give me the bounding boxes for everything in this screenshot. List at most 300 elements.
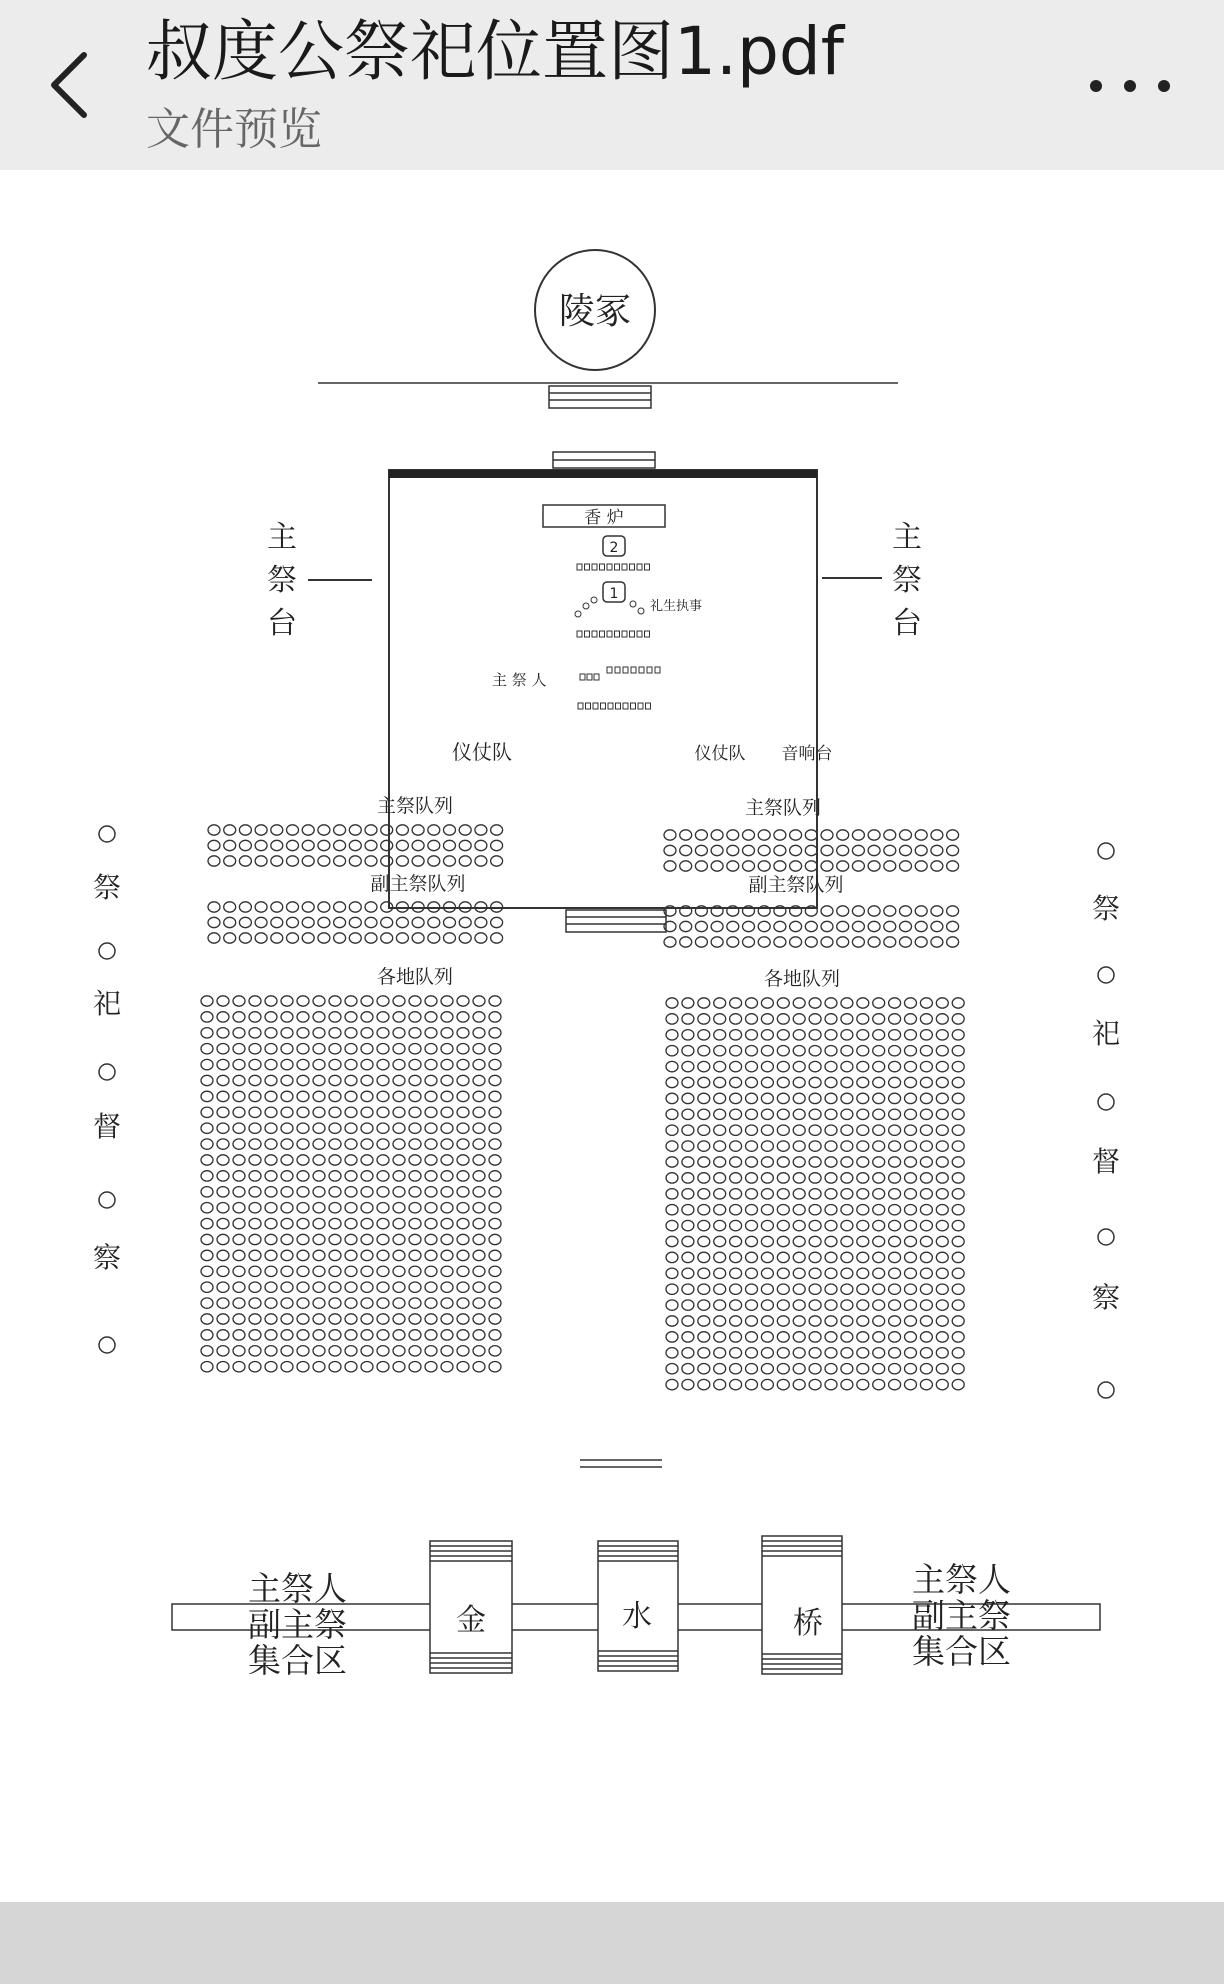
queue-seat: [682, 1157, 694, 1167]
queue-seat: [805, 937, 817, 947]
queue-seat: [793, 1252, 805, 1262]
left-deputy-queue-label: 副主祭队列: [370, 873, 466, 895]
queue-seat: [837, 937, 849, 947]
queue-seat: [313, 1218, 325, 1228]
queue-seat: [377, 1075, 389, 1085]
queue-seat: [457, 1091, 469, 1101]
queue-seat: [761, 1364, 773, 1374]
queue-seat: [334, 917, 346, 927]
queue-seat: [473, 1107, 485, 1117]
queue-seat: [947, 845, 959, 855]
right-regional-queue-label: 各地队列: [763, 968, 841, 990]
queue-seat: [329, 1139, 341, 1149]
queue-seat: [425, 1075, 437, 1085]
queue-seat: [852, 845, 864, 855]
queue-seat: [393, 1362, 405, 1372]
queue-seat: [334, 902, 346, 912]
queue-seat: [680, 845, 692, 855]
queue-seat: [329, 1282, 341, 1292]
queue-seat: [936, 1189, 948, 1199]
queue-seat: [457, 1298, 469, 1308]
queue-seat: [714, 1125, 726, 1135]
queue-seat: [201, 1091, 213, 1101]
queue-seat: [920, 1332, 932, 1342]
ritual-officer-seat: [591, 597, 597, 603]
queue-seat: [329, 1346, 341, 1356]
assembly-area-left: [248, 1569, 347, 1680]
queue-seat: [666, 1268, 678, 1278]
queue-seat: [208, 840, 220, 850]
queue-seat: [682, 1236, 694, 1246]
queue-seat: [777, 1014, 789, 1024]
queue-seat: [952, 1300, 964, 1310]
queue-seat: [777, 1093, 789, 1103]
queue-seat: [217, 1282, 229, 1292]
queue-seat: [457, 1012, 469, 1022]
queue-seat: [809, 1141, 821, 1151]
queue-seat: [345, 1298, 357, 1308]
queue-seat: [936, 1205, 948, 1215]
queue-seat: [857, 1300, 869, 1310]
queue-seat: [255, 917, 267, 927]
queue-seat: [821, 906, 833, 916]
queue-seat: [249, 1044, 261, 1054]
honor-guard-left-label: 仪仗队: [452, 740, 512, 764]
altar-left-char-3: 台: [267, 606, 297, 641]
queue-seat: [873, 1220, 885, 1230]
queue-seat: [459, 917, 471, 927]
altar-seat: [615, 564, 620, 570]
queue-seat: [297, 1123, 309, 1133]
queue-seat: [952, 1030, 964, 1040]
queue-seat: [889, 1141, 901, 1151]
queue-seat: [329, 1218, 341, 1228]
top-bar: [0, 0, 1224, 170]
queue-seat: [345, 1282, 357, 1292]
queue-seat: [265, 996, 277, 1006]
queue-seat: [682, 1030, 694, 1040]
queue-seat: [249, 1266, 261, 1276]
queue-seat: [281, 1187, 293, 1197]
queue-seat: [208, 856, 220, 866]
queue-seat: [297, 1234, 309, 1244]
queue-seat: [217, 1091, 229, 1101]
queue-seat: [743, 845, 755, 855]
queue-seat: [441, 1346, 453, 1356]
queue-seat: [698, 1061, 710, 1071]
queue-seat: [857, 1284, 869, 1294]
queue-seat: [473, 1123, 485, 1133]
queue-seat: [698, 1300, 710, 1310]
queue-seat: [233, 1346, 245, 1356]
queue-seat: [249, 1298, 261, 1308]
queue-seat: [409, 1266, 421, 1276]
queue-seat: [682, 1014, 694, 1024]
queue-seat: [936, 1014, 948, 1024]
sacrifice-layout-diagram: [0, 170, 1224, 1902]
queue-seat: [915, 937, 927, 947]
queue-seat: [217, 1266, 229, 1276]
queue-seat: [217, 1218, 229, 1228]
queue-seat: [239, 840, 251, 850]
altar-seat: [622, 564, 627, 570]
queue-seat: [680, 937, 692, 947]
queue-seat: [361, 1059, 373, 1069]
queue-seat: [841, 1109, 853, 1119]
queue-seat: [201, 1044, 213, 1054]
queue-seat: [441, 1107, 453, 1117]
queue-seat: [475, 917, 487, 927]
queue-seat: [695, 937, 707, 947]
queue-seat: [920, 1109, 932, 1119]
queue-seat: [666, 998, 678, 1008]
queue-seat: [947, 921, 959, 931]
queue-seat: [915, 906, 927, 916]
queue-seat: [201, 1075, 213, 1085]
queue-seat: [377, 1266, 389, 1276]
queue-seat: [920, 1379, 932, 1389]
queue-seat: [952, 1109, 964, 1119]
queue-seat: [249, 1139, 261, 1149]
altar-seat: [622, 631, 627, 637]
queue-seat: [329, 1107, 341, 1117]
queue-seat: [297, 996, 309, 1006]
queue-seat: [873, 1173, 885, 1183]
queue-seat: [302, 917, 314, 927]
queue-seat: [777, 1157, 789, 1167]
queue-seat: [428, 840, 440, 850]
queue-seat: [489, 1187, 501, 1197]
queue-seat: [233, 1203, 245, 1213]
queue-seat: [441, 1362, 453, 1372]
queue-seat: [727, 830, 739, 840]
queue-seat: [873, 1093, 885, 1103]
queue-seat: [349, 856, 361, 866]
queue-seat: [377, 1250, 389, 1260]
queue-seat: [201, 1107, 213, 1117]
queue-seat: [233, 1012, 245, 1022]
queue-seat: [393, 1218, 405, 1228]
queue-seat: [255, 840, 267, 850]
queue-seat: [201, 1298, 213, 1308]
queue-seat: [746, 1141, 758, 1151]
queue-seat: [393, 1187, 405, 1197]
queue-seat: [208, 917, 220, 927]
queue-seat: [441, 1266, 453, 1276]
queue-seat: [441, 1123, 453, 1133]
queue-seat: [329, 1250, 341, 1260]
queue-seat: [777, 1173, 789, 1183]
queue-seat: [825, 1046, 837, 1056]
altar-seat: [655, 667, 660, 673]
queue-seat: [412, 856, 424, 866]
queue-seat: [281, 1218, 293, 1228]
queue-seat: [287, 825, 299, 835]
queue-seat: [905, 1077, 917, 1087]
queue-seat: [345, 1250, 357, 1260]
queue-seat: [746, 1189, 758, 1199]
queue-seat: [425, 1330, 437, 1340]
queue-seat: [473, 1250, 485, 1260]
queue-seat: [825, 1173, 837, 1183]
queue-seat: [790, 861, 802, 871]
queue-seat: [952, 1268, 964, 1278]
queue-seat: [746, 1014, 758, 1024]
queue-seat: [809, 1316, 821, 1326]
queue-seat: [746, 1030, 758, 1040]
queue-seat: [714, 1061, 726, 1071]
queue-seat: [233, 1028, 245, 1038]
queue-seat: [821, 937, 833, 947]
queue-seat: [329, 1314, 341, 1324]
queue-seat: [809, 1125, 821, 1135]
queue-seat: [265, 1155, 277, 1165]
queue-seat: [889, 1173, 901, 1183]
queue-seat: [666, 1077, 678, 1087]
queue-seat: [936, 1379, 948, 1389]
queue-seat: [441, 1218, 453, 1228]
queue-seat: [361, 1139, 373, 1149]
queue-seat: [873, 998, 885, 1008]
queue-seat: [841, 1030, 853, 1040]
queue-seat: [889, 1109, 901, 1119]
queue-seat: [873, 1157, 885, 1167]
queue-seat: [361, 1107, 373, 1117]
queue-seat: [841, 1157, 853, 1167]
queue-seat: [233, 1155, 245, 1165]
inspector-right-char-3: 督: [1091, 1145, 1121, 1178]
queue-seat: [761, 1189, 773, 1199]
queue-seat: [297, 1250, 309, 1260]
queue-seat: [825, 1316, 837, 1326]
queue-seat: [809, 1014, 821, 1024]
queue-seat: [774, 937, 786, 947]
queue-seat: [297, 1330, 309, 1340]
queue-seat: [857, 998, 869, 1008]
queue-seat: [239, 933, 251, 943]
queue-seat: [952, 1061, 964, 1071]
queue-seat: [746, 1125, 758, 1135]
queue-seat: [900, 921, 912, 931]
left-main-queue-label: 主祭队列: [376, 795, 454, 817]
queue-seat: [714, 1332, 726, 1342]
queue-seat: [393, 1266, 405, 1276]
queue-seat: [936, 1093, 948, 1103]
queue-seat: [682, 1316, 694, 1326]
queue-seat: [952, 1205, 964, 1215]
queue-seat: [361, 1091, 373, 1101]
document-preview[interactable]: [0, 170, 1224, 1902]
queue-seat: [428, 825, 440, 835]
queue-seat: [441, 996, 453, 1006]
queue-seat: [758, 830, 770, 840]
queue-seat: [682, 1077, 694, 1087]
queue-seat: [714, 1220, 726, 1230]
queue-seat: [473, 1203, 485, 1213]
queue-seat: [711, 921, 723, 931]
queue-seat: [664, 830, 676, 840]
queue-seat: [841, 1316, 853, 1326]
sound-stage-label: 音响台: [781, 744, 833, 764]
queue-seat: [905, 1220, 917, 1230]
queue-seat: [809, 1284, 821, 1294]
queue-seat: [905, 1030, 917, 1040]
queue-seat: [473, 1012, 485, 1022]
queue-seat: [905, 1125, 917, 1135]
queue-seat: [489, 996, 501, 1006]
queue-seat: [361, 1282, 373, 1292]
queue-seat: [889, 1284, 901, 1294]
queue-seat: [936, 1252, 948, 1262]
queue-seat: [952, 1316, 964, 1326]
assembly-right-line-1: 主祭人: [912, 1560, 1011, 1599]
queue-seat: [841, 1348, 853, 1358]
queue-seat: [313, 1362, 325, 1372]
queue-seat: [746, 1061, 758, 1071]
queue-seat: [217, 1330, 229, 1340]
queue-seat: [297, 1362, 309, 1372]
queue-seat: [931, 906, 943, 916]
queue-seat: [905, 1332, 917, 1342]
main-altar-left: [267, 520, 372, 641]
queue-seat: [746, 1348, 758, 1358]
queue-seat: [361, 1330, 373, 1340]
queue-seat: [217, 1155, 229, 1165]
queue-seat: [746, 1077, 758, 1087]
queue-seat: [666, 1046, 678, 1056]
queue-seat: [805, 830, 817, 840]
queue-seat: [873, 1205, 885, 1215]
queue-seat: [666, 1205, 678, 1215]
queue-seat: [682, 998, 694, 1008]
queue-seat: [381, 933, 393, 943]
queue-seat: [345, 1234, 357, 1244]
queue-seat: [857, 1157, 869, 1167]
queue-seat: [698, 1046, 710, 1056]
queue-seat: [409, 1330, 421, 1340]
queue-seat: [345, 1139, 357, 1149]
queue-seat: [377, 1123, 389, 1133]
queue-seat: [233, 1044, 245, 1054]
queue-seat: [915, 921, 927, 931]
queue-seat: [889, 1268, 901, 1278]
queue-seat: [905, 1379, 917, 1389]
queue-seat: [281, 1059, 293, 1069]
queue-seat: [793, 1061, 805, 1071]
queue-seat: [217, 1298, 229, 1308]
inspector-left: [93, 826, 121, 1353]
queue-seat: [201, 1346, 213, 1356]
queue-seat: [761, 1252, 773, 1262]
queue-seat: [666, 1093, 678, 1103]
queue-seat: [377, 1362, 389, 1372]
queue-seat: [489, 1203, 501, 1213]
queue-seat: [377, 1330, 389, 1340]
queue-seat: [809, 1030, 821, 1040]
queue-seat: [793, 1220, 805, 1230]
queue-seat: [777, 1268, 789, 1278]
queue-seat: [682, 1300, 694, 1310]
queue-seat: [281, 1012, 293, 1022]
queue-seat: [680, 861, 692, 871]
queue-seat: [265, 1266, 277, 1276]
aisle-steps: [580, 1460, 662, 1467]
queue-seat: [761, 1014, 773, 1024]
queue-seat: [217, 1123, 229, 1133]
queue-seat: [473, 1298, 485, 1308]
queue-seat: [489, 1139, 501, 1149]
queue-seat: [698, 1316, 710, 1326]
queue-seat: [441, 1075, 453, 1085]
queue-seat: [265, 1091, 277, 1101]
queue-seat: [915, 845, 927, 855]
queue-seat: [825, 1300, 837, 1310]
queue-seat: [201, 1187, 213, 1197]
queue-seat: [931, 861, 943, 871]
queue-seat: [425, 1282, 437, 1292]
queue-seat: [730, 1014, 742, 1024]
queue-seat: [409, 1187, 421, 1197]
queue-seat: [698, 1332, 710, 1342]
back-button[interactable]: [36, 40, 108, 130]
queue-seat: [444, 825, 456, 835]
queue-seat: [889, 1030, 901, 1040]
queue-seat: [664, 861, 676, 871]
queue-seat: [666, 1141, 678, 1151]
queue-seat: [281, 1203, 293, 1213]
queue-seat: [489, 1330, 501, 1340]
more-options-button[interactable]: [1080, 56, 1180, 116]
altar-seat: [647, 667, 652, 673]
queue-seat: [409, 1075, 421, 1085]
queue-seat: [318, 840, 330, 850]
queue-seat: [441, 1012, 453, 1022]
altar-right-char-1: 主: [892, 520, 922, 555]
queue-seat: [809, 998, 821, 1008]
queue-seat: [884, 861, 896, 871]
queue-seat: [936, 998, 948, 1008]
queue-seat: [233, 1266, 245, 1276]
queue-seat: [457, 1203, 469, 1213]
queue-seat: [774, 921, 786, 931]
queue-seat: [489, 1075, 501, 1085]
queue-seat: [409, 1203, 421, 1213]
queue-seat: [201, 1330, 213, 1340]
queue-seat: [297, 1028, 309, 1038]
queue-seat: [457, 1266, 469, 1276]
queue-seat: [730, 1284, 742, 1294]
queue-seat: [714, 1236, 726, 1246]
queue-seat: [457, 1346, 469, 1356]
queue-seat: [489, 1059, 501, 1069]
queue-seat: [873, 1364, 885, 1374]
altar-seat: [585, 564, 590, 570]
queue-seat: [393, 996, 405, 1006]
queue-seat: [349, 825, 361, 835]
altar-back-wall: [389, 470, 817, 478]
queue-seat: [281, 1155, 293, 1165]
queue-seat: [349, 840, 361, 850]
queue-seat: [381, 825, 393, 835]
queue-seat: [825, 998, 837, 1008]
queue-seat: [393, 1139, 405, 1149]
queue-seat: [489, 1044, 501, 1054]
queue-seat: [698, 1014, 710, 1024]
queue-seat: [208, 825, 220, 835]
queue-seat: [233, 1282, 245, 1292]
queue-seat: [825, 1205, 837, 1215]
queue-seat: [281, 1123, 293, 1133]
